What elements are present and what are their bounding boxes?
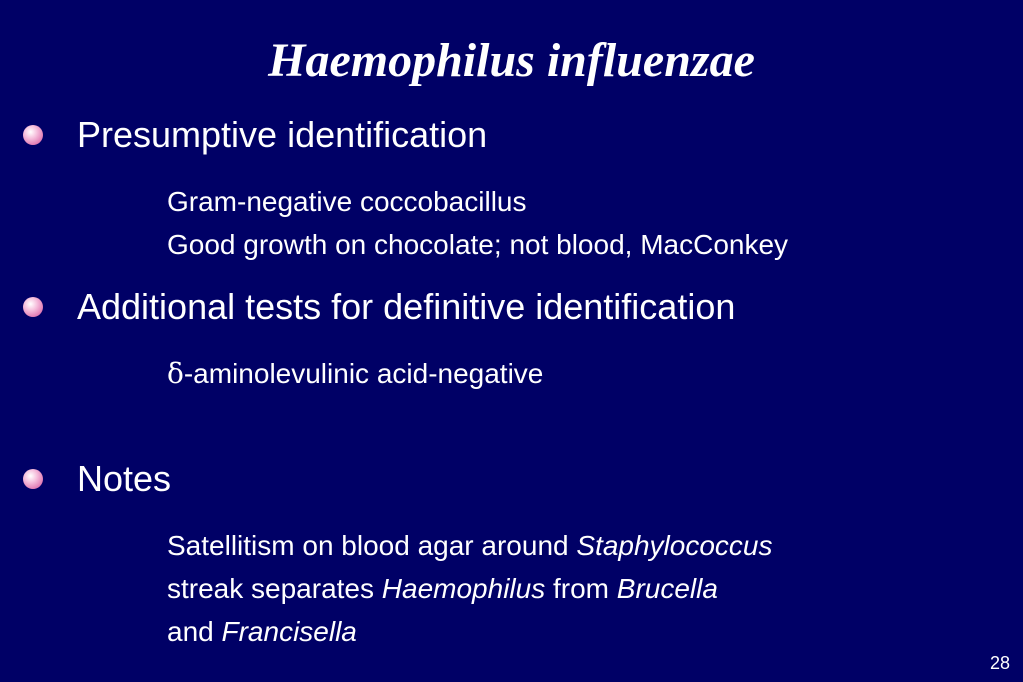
note-line: [167, 610, 357, 653]
organism-name: Francisella: [221, 616, 357, 647]
note-text: and: [167, 616, 222, 647]
organism-name: Brucella: [616, 573, 718, 604]
detail-text: -aminolevulinic acid-negative: [183, 358, 544, 389]
detail-line: [167, 352, 543, 395]
bullet-icon: [23, 297, 43, 317]
bullet-icon: [23, 125, 43, 145]
section-heading-presumptive: Presumptive identification: [77, 114, 488, 155]
note-text: from: [545, 573, 617, 604]
organism-name: Staphylococcus: [576, 530, 773, 561]
note-line: [167, 567, 718, 610]
section-heading-additional-tests: Additional tests for definitive identification: [77, 286, 736, 327]
note-text: Satellitism on blood agar around: [167, 530, 577, 561]
slide-title: Haemophilus influenzae: [268, 34, 755, 87]
note-line: [167, 524, 772, 567]
delta-symbol: δ: [167, 357, 184, 390]
page-number: 28: [989, 653, 1010, 673]
section-heading-notes: Notes: [77, 458, 172, 499]
detail-line: Good growth on chocolate; not blood, MacConkey: [167, 229, 789, 260]
bullet-icon: [23, 469, 43, 489]
organism-name: Haemophilus: [381, 573, 546, 604]
detail-line: Gram-negative coccobacillus: [167, 186, 527, 217]
note-text: streak separates: [167, 573, 382, 604]
